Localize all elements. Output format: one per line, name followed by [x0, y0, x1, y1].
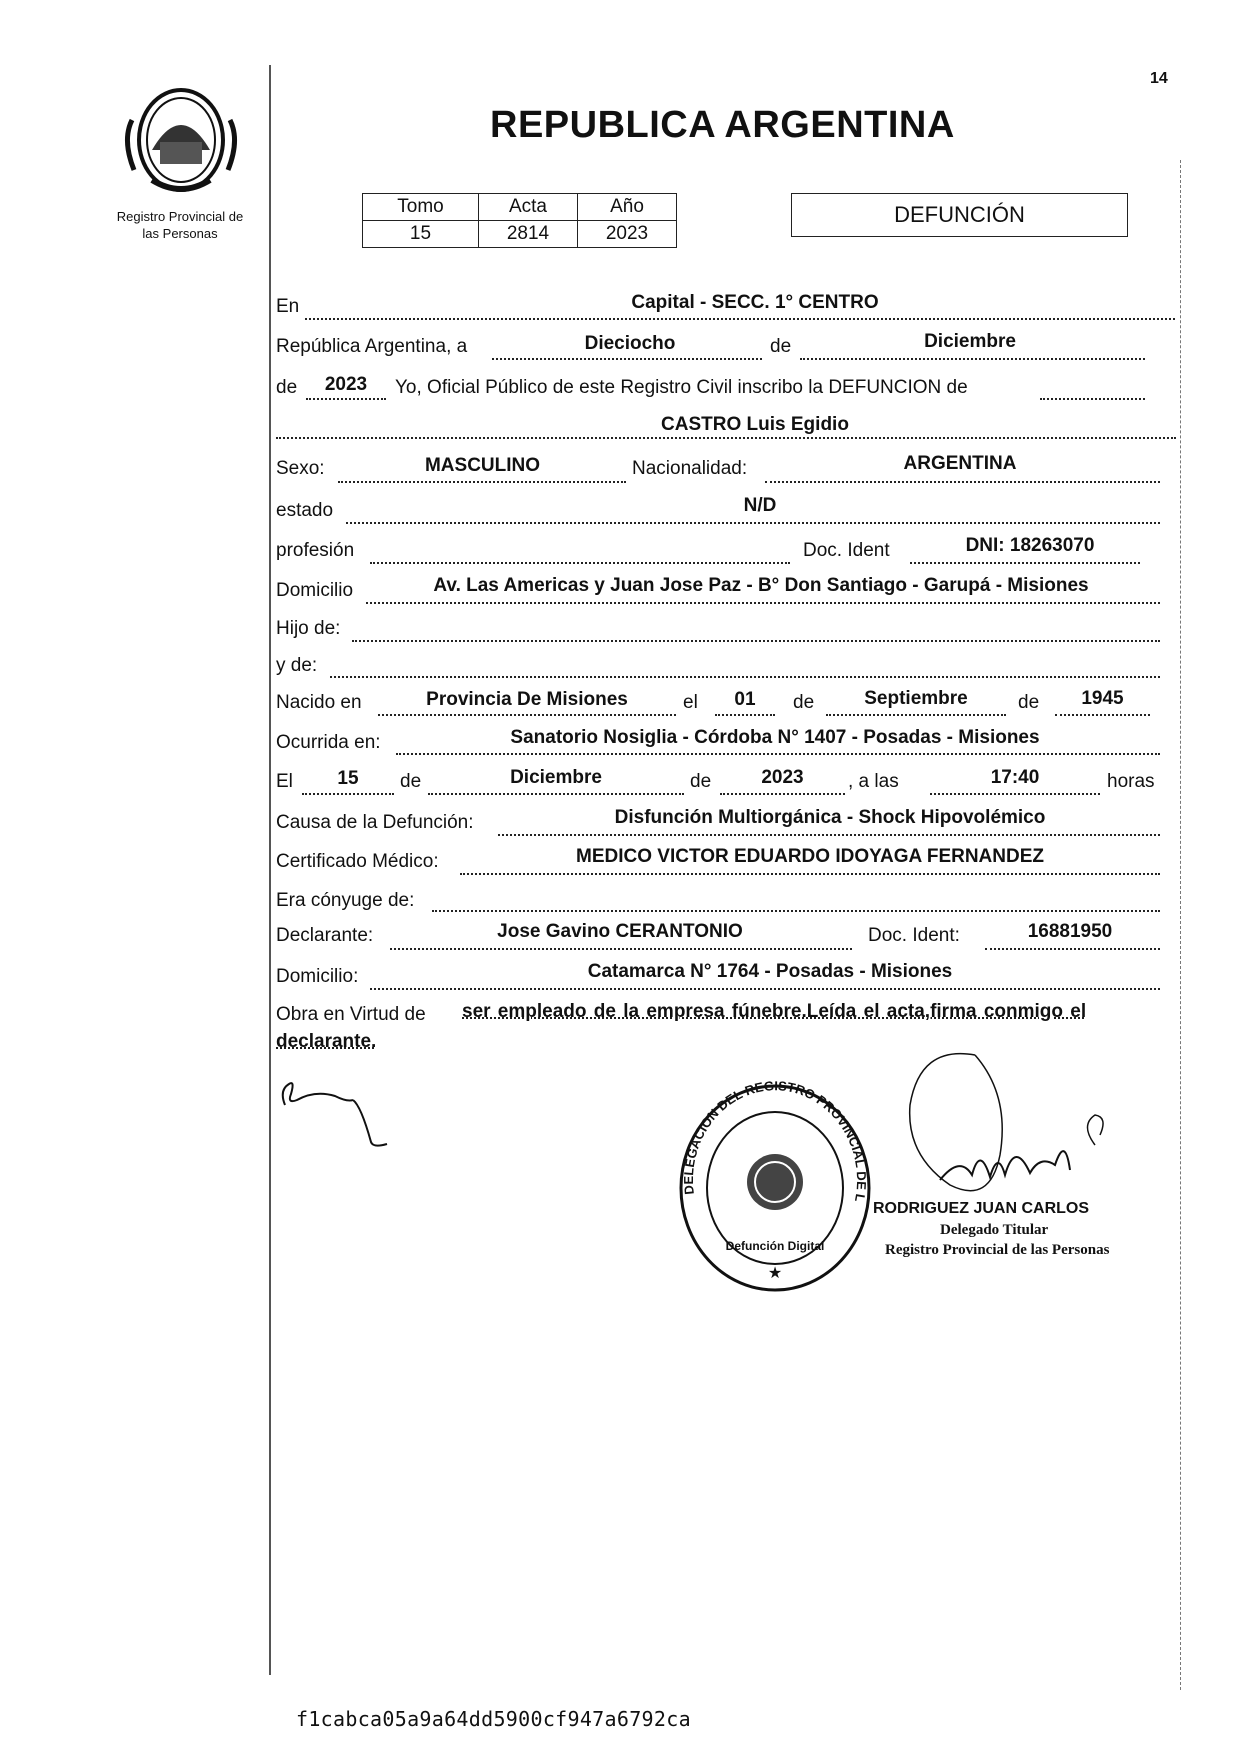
dia-acta-value: Dieciocho: [584, 333, 676, 354]
official-stamp: [675, 1080, 875, 1295]
dotted-line: [276, 437, 1176, 439]
label-republica-a: República Argentina, a: [276, 336, 468, 357]
dotted-line: [366, 602, 1160, 604]
dotted-line: [715, 714, 775, 716]
estado-value: N/D: [743, 495, 777, 516]
left-margin-line: [269, 65, 271, 1675]
declarante-doc-value: 16881950: [1027, 921, 1113, 942]
dotted-line: [378, 714, 676, 716]
def-mes-value: Diciembre: [510, 767, 602, 788]
dotted-line: [370, 988, 1160, 990]
label-el: el: [683, 692, 698, 713]
dotted-line: [302, 793, 394, 795]
label-el-upper: El: [276, 771, 293, 792]
dotted-line: [985, 948, 1160, 950]
label-ocurrida-en: Ocurrida en:: [276, 732, 381, 753]
mes-acta-value: Diciembre: [924, 331, 1016, 352]
dotted-line: [306, 398, 386, 400]
label-en: En: [276, 296, 300, 317]
def-anio-value: 2023: [761, 767, 804, 788]
label-de: de: [1018, 692, 1040, 713]
dotted-line: [428, 793, 684, 795]
svg-text:★: ★: [767, 1265, 783, 1282]
dotted-line: [498, 834, 1160, 836]
certificado-value: MEDICO VICTOR EDUARDO IDOYAGA FERNANDEZ: [576, 846, 1044, 867]
label-y-de: y de:: [276, 655, 318, 676]
dotted-line: [338, 481, 626, 483]
svg-text:DELEGACION DEL REGISTRO PROVIN: DELEGACION DEL REGISTRO PROVINCIAL DE L: [680, 1080, 870, 1204]
label-causa: Causa de la Defunción:: [276, 812, 474, 833]
label-hijo-de: Hijo de:: [276, 618, 341, 639]
dotted-line: [460, 873, 1160, 875]
def-dia-value: 15: [337, 768, 359, 789]
label-declarante: Declarante:: [276, 925, 374, 946]
sexo-value: MASCULINO: [424, 455, 541, 476]
causa-value: Disfunción Multiorgánica - Shock Hipovolémico: [614, 807, 1046, 828]
tomo-value: 15: [363, 221, 479, 248]
anio-acta-value: 2023: [324, 374, 368, 395]
dotted-line: [346, 522, 1160, 524]
label-estado: estado: [276, 500, 334, 521]
dotted-line: [800, 358, 1145, 360]
label-domicilio-declarante: Domicilio:: [276, 966, 359, 987]
obra-line1-value: ser empleado de la empresa fúnebre.Leída el acta,firma conmigo el: [462, 1001, 1087, 1022]
label-doc-ident: Doc. Ident: [803, 540, 890, 561]
label-horas: horas: [1107, 771, 1155, 792]
signer-office: Registro Provincial de las Personas: [885, 1242, 1110, 1258]
nac-dia-value: 01: [734, 689, 756, 710]
obra-line2-value: declarante.: [276, 1031, 377, 1052]
anio-header: Año: [578, 194, 677, 221]
dotted-line: [305, 318, 1175, 320]
dotted-line: [330, 676, 1160, 678]
label-doc-ident-declarante: Doc. Ident:: [868, 925, 960, 946]
declarant-signature: [275, 1070, 435, 1150]
label-profesion: profesión: [276, 540, 355, 561]
nacionalidad-value: ARGENTINA: [903, 453, 1017, 474]
domicilio-value: Av. Las Americas y Juan Jose Paz - B° Don Santiago - Garupá - Misiones: [433, 575, 1089, 596]
label-a-las: , a las: [848, 771, 899, 792]
lugar-value: Capital - SECC. 1° CENTRO: [631, 292, 879, 313]
tomo-header: Tomo: [363, 194, 479, 221]
label-inscribo: Yo, Oficial Público de este Registro Civil inscribo la DEFUNCION de: [395, 377, 968, 398]
record-table: [362, 193, 677, 248]
page-number: 14: [1150, 70, 1168, 87]
dotted-line: [432, 910, 1160, 912]
declarante-domicilio-value: Catamarca N° 1764 - Posadas - Misiones: [587, 961, 953, 982]
dotted-line: [352, 640, 1160, 642]
acta-header: Acta: [479, 194, 578, 221]
ocurrida-en-value: Sanatorio Nosiglia - Córdoba N° 1407 - Posadas - Misiones: [510, 727, 1040, 748]
def-hora-value: 17:40: [990, 767, 1040, 788]
declarante-value: Jose Gavino CERANTONIO: [497, 921, 743, 942]
dotted-line: [390, 948, 852, 950]
signer-name: RODRIGUEZ JUAN CARLOS: [873, 1200, 1090, 1217]
signer-role: Delegado Titular: [940, 1222, 1049, 1238]
dotted-line: [930, 793, 1100, 795]
label-domicilio: Domicilio: [276, 580, 354, 601]
logo-caption: Registro Provincial de las Personas: [116, 209, 244, 241]
label-de: de: [770, 336, 792, 357]
label-de: de: [400, 771, 422, 792]
nombre-value: CASTRO Luis Egidio: [661, 414, 849, 435]
provincial-seal-logo: [122, 80, 240, 200]
nacido-en-value: Provincia De Misiones: [426, 689, 628, 710]
acta-value: 2814: [479, 221, 578, 248]
nac-anio-value: 1945: [1081, 688, 1124, 709]
record-type-box: DEFUNCIÓN: [791, 193, 1128, 237]
dotted-line: [1055, 714, 1150, 716]
label-de: de: [690, 771, 712, 792]
dotted-line: [910, 562, 1140, 564]
label-nacionalidad: Nacionalidad:: [632, 458, 748, 479]
label-obra: Obra en Virtud de: [276, 1004, 426, 1025]
dotted-line: [370, 562, 790, 564]
label-certificado: Certificado Médico:: [276, 851, 439, 872]
label-de-anio: de: [276, 377, 298, 398]
dotted-line: [492, 358, 762, 360]
dotted-line: [826, 714, 1006, 716]
svg-text:Defunción Digital: Defunción Digital: [725, 1239, 825, 1253]
document-hash: f1cabca05a9a64dd5900cf947a6792ca: [296, 1707, 691, 1731]
right-margin-line: [1180, 160, 1182, 1690]
doc-ident-value: DNI: 18263070: [965, 535, 1095, 556]
dotted-line: [396, 753, 1160, 755]
label-de: de: [793, 692, 815, 713]
label-conyuge: Era cónyuge de:: [276, 890, 415, 911]
document-title: REPUBLICA ARGENTINA: [490, 104, 955, 146]
anio-value: 2023: [578, 221, 677, 248]
dotted-line: [1040, 398, 1145, 400]
label-sexo: Sexo:: [276, 458, 325, 479]
dotted-line: [765, 481, 1160, 483]
label-nacido-en: Nacido en: [276, 692, 362, 713]
nac-mes-value: Septiembre: [864, 688, 968, 709]
dotted-line: [720, 793, 845, 795]
official-signature: [880, 1045, 1130, 1225]
